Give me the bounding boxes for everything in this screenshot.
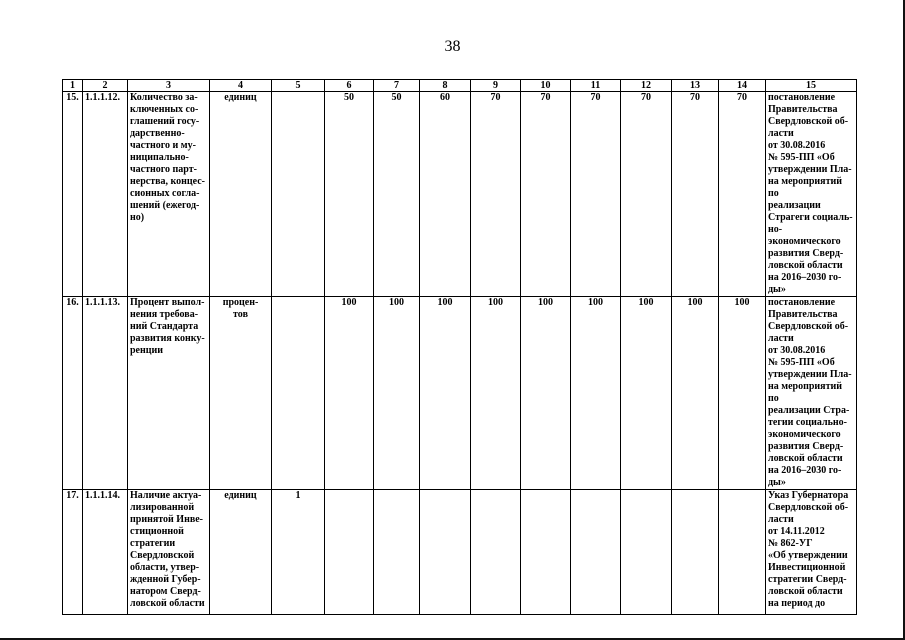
table-row bbox=[63, 92, 857, 297]
target-value-cell: 70 bbox=[672, 92, 719, 297]
target-value-cell bbox=[325, 490, 374, 615]
unit-cell: единиц bbox=[210, 490, 272, 615]
target-value-cell: 70 bbox=[719, 92, 766, 297]
column-header: 13 bbox=[672, 80, 719, 92]
indicator-code-cell: 1.1.1.12. bbox=[83, 92, 128, 297]
indicator-name-cell: Процент выпол- нения требова- ний Стандарта развития конку- ренции bbox=[128, 297, 210, 490]
target-value-cell: 50 bbox=[374, 92, 420, 297]
row-number-cell: 16. bbox=[63, 297, 83, 490]
page-number: 38 bbox=[444, 38, 461, 55]
column-header: 4 bbox=[210, 80, 272, 92]
base-value-cell bbox=[272, 92, 325, 297]
indicator-name-cell: Наличие актуа- лизированной принятой Инве- стиционной стратегии Свердловской области, утвер- жденной Губер- натором Сверд- ловской области bbox=[128, 490, 210, 615]
target-value-cell: 70 bbox=[471, 92, 521, 297]
target-value-cell: 100 bbox=[325, 297, 374, 490]
target-value-cell bbox=[521, 490, 571, 615]
target-value-cell: 100 bbox=[719, 297, 766, 490]
target-value-cell: 70 bbox=[571, 92, 621, 297]
target-value-cell: 100 bbox=[621, 297, 672, 490]
target-value-cell: 100 bbox=[672, 297, 719, 490]
target-value-cell bbox=[719, 490, 766, 615]
source-document-cell: постановление Правительства Свердловской об- ласти от 30.08.2016 № 595-ПП «Об утверждении Пла- на мероприятий по реализации Стра- тегии социально- экономического развития Сверд- ловской области на 2016–2030 го- ды» bbox=[766, 297, 857, 490]
target-value-cell bbox=[672, 490, 719, 615]
target-value-cell bbox=[374, 490, 420, 615]
target-value-cell bbox=[420, 490, 471, 615]
target-value-cell bbox=[471, 490, 521, 615]
indicator-code-cell: 1.1.1.13. bbox=[83, 297, 128, 490]
column-header: 8 bbox=[420, 80, 471, 92]
column-header: 9 bbox=[471, 80, 521, 92]
target-value-cell: 70 bbox=[521, 92, 571, 297]
base-value-cell: 1 bbox=[272, 490, 325, 615]
target-value-cell: 50 bbox=[325, 92, 374, 297]
target-value-cell: 100 bbox=[521, 297, 571, 490]
column-header: 2 bbox=[83, 80, 128, 92]
indicators-table bbox=[62, 79, 857, 615]
column-header: 15 bbox=[766, 80, 857, 92]
target-value-cell: 100 bbox=[471, 297, 521, 490]
column-header: 10 bbox=[521, 80, 571, 92]
unit-cell: процен- тов bbox=[210, 297, 272, 490]
base-value-cell bbox=[272, 297, 325, 490]
target-value-cell: 70 bbox=[621, 92, 672, 297]
column-header: 7 bbox=[374, 80, 420, 92]
target-value-cell: 60 bbox=[420, 92, 471, 297]
source-document-cell: Указ Губернатора Свердловской об- ласти от 14.11.2012 № 862-УГ «Об утверждении Инвестиционной стратегии Сверд- ловской области на период до bbox=[766, 490, 857, 615]
target-value-cell: 100 bbox=[420, 297, 471, 490]
target-value-cell: 100 bbox=[571, 297, 621, 490]
indicator-code-cell: 1.1.1.14. bbox=[83, 490, 128, 615]
table-row bbox=[63, 297, 857, 490]
row-number-cell: 15. bbox=[63, 92, 83, 297]
column-header: 1 bbox=[63, 80, 83, 92]
target-value-cell bbox=[621, 490, 672, 615]
column-header: 11 bbox=[571, 80, 621, 92]
unit-cell: единиц bbox=[210, 92, 272, 297]
column-header: 14 bbox=[719, 80, 766, 92]
table-row bbox=[63, 490, 857, 615]
column-header: 6 bbox=[325, 80, 374, 92]
column-header: 3 bbox=[128, 80, 210, 92]
indicator-name-cell: Количество за- ключенных со- глашений госу- дарственно- частного и му- ниципально- частного парт- нерства, концес- сионных согла- шений (ежегод- но) bbox=[128, 92, 210, 297]
column-header: 12 bbox=[621, 80, 672, 92]
source-document-cell: постановление Правительства Свердловской об- ласти от 30.08.2016 № 595-ПП «Об утверждении Пла- на мероприятий по реализации Страгеги социаль- но- экономического развития Сверд- ловской области на 2016–2030 го- ды» bbox=[766, 92, 857, 297]
column-header: 5 bbox=[272, 80, 325, 92]
table-header-row bbox=[63, 80, 857, 92]
target-value-cell: 100 bbox=[374, 297, 420, 490]
row-number-cell: 17. bbox=[63, 490, 83, 615]
target-value-cell bbox=[571, 490, 621, 615]
